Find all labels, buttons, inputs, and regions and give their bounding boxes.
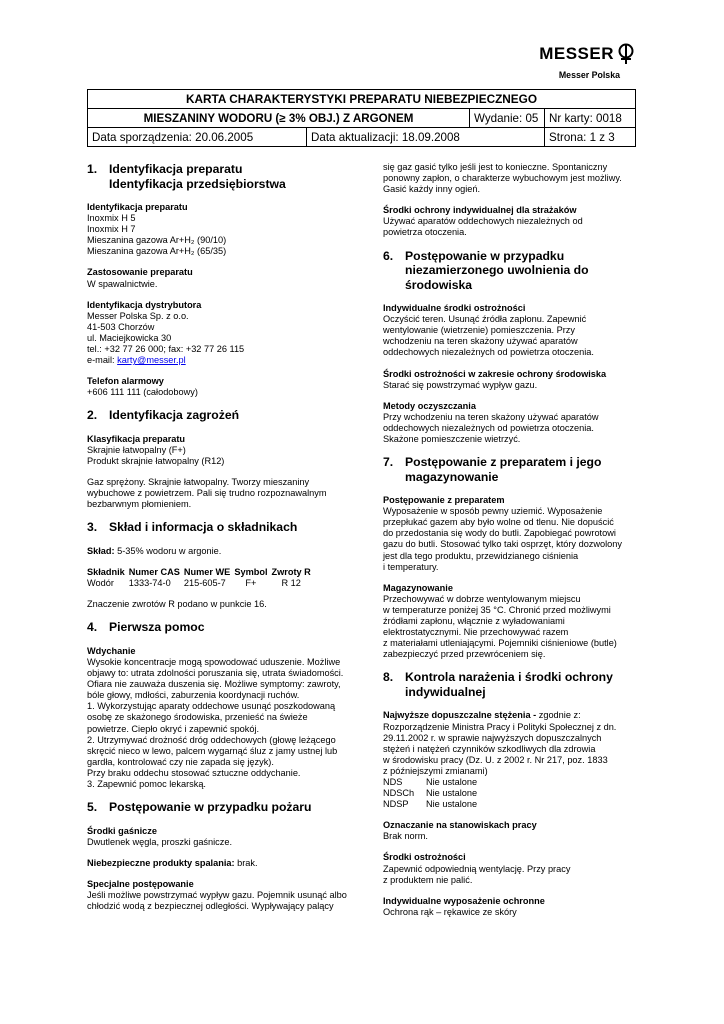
distributor-identification: Identyfikacja dystrybutora Messer Polska Sp. z o.o. 41-503 Chorzów ul. Maciejkowicka 30 tel.: +32 77 26 000; fax: +32 77 26 115 e-mail: karty@messer.pl	[87, 299, 245, 366]
extinguishing-media: Środki gaśnicze Dwutlenek węgla, proszki gaśnicze.	[87, 825, 233, 847]
product-identification: Identyfikacja preparatu Inoxmix H 5 Inoxmix H 7 Mieszanina gazowa Ar+H₂ (90/10) Mieszanina gazowa Ar+H₂ (65/35)	[87, 202, 227, 257]
personal-protective-equipment: Indywidualne wyposażenie ochronne Ochrona rąk – rękawice ze skóry	[383, 895, 545, 917]
workplace-marking: Oznaczanie na stanowiskach pracy Brak norm.	[383, 820, 537, 842]
firefighter-protection: Środki ochrony indywidualnej dla strażaków Używać aparatów oddechowych niezależnych od powietrza otoczenia.	[383, 205, 583, 238]
product-use: Zastosowanie preparatu W spawalnictwie.	[87, 267, 193, 289]
components-table	[87, 567, 315, 589]
hazard-classification: Klasyfikacja preparatu Skrajnie łatwopalny (F+) Produkt skrajnie łatwopalny (R12)	[87, 433, 225, 467]
r-phrases-note: Znaczenie zwrotów R podano w punkcie 16.	[87, 599, 267, 610]
limit-row: NDSCh Nie ustalone	[383, 788, 478, 799]
email-link[interactable]: karty@messer.pl	[117, 355, 186, 366]
first-aid-inhalation: Wdychanie Wysokie koncentracje mogą spowodować uduszenie. Możliwe objawy to: utrata zdolności poruszania się, utrata świadomości. Ofiara nie zauważa duszenia się. Możliwe symptomy: zawroty, bóle głowy, mdłości, zaburzenia koordynacji ruchów. 1. Wykorzystując aparaty oddechowe usunąć poszkodowaną osobę ze skażonego środowiska, przenieść na świeże powietrze. Ciepło okryć i zapewnić spokój. 2. Utrzymywać drożność dróg oddechowych (głowę leżącego skręcić nieco w lewo, palcem wygarnąć śluz z jamy ustnej lub gardła, kontrolować czy nie zapada się język). Przy braku oddechu stosować sztuczne oddychanie. 3. Zapewnić pomoc lekarską.	[87, 645, 344, 789]
section-6-heading: 6. Postępowanie w przypadku niezamierzonego uwolnienia do środowiska	[383, 248, 589, 292]
logo-subtitle: Messer Polska	[558, 70, 620, 80]
right-column	[383, 162, 641, 928]
section-5-heading: 5. Postępowanie w przypadku pożaru	[87, 800, 312, 815]
limit-row: NDSP Nie ustalone	[383, 799, 478, 810]
header-table	[87, 89, 636, 147]
product-name: MIESZANINY WODORU (≥ 3% OBJ.) Z ARGONEM	[88, 109, 470, 128]
document-title: KARTA CHARAKTERYSTYKI PREPARATU NIEBEZPIECZNEGO	[88, 90, 636, 109]
limit-row: NDS Nie ustalone	[383, 776, 478, 787]
table-row: Wodór 1333-74-0 215-605-7 F+ R 12	[87, 578, 301, 589]
special-procedures-continued: się gaz gasić tylko jeśli jest to konieczne. Spontaniczny ponowny zapłon, o charakterze wybuchowym jest możliwy. Gasić każdy inny ogień.	[383, 162, 622, 195]
page-number: Strona: 1 z 3	[545, 128, 636, 147]
hazard-description: Gaz sprężony. Skrajnie łatwopalny. Tworzy mieszaniny wybuchowe z powietrzem. Pali się trudno rozpoznawalnym bezbarwnym płomieniem.	[87, 477, 327, 510]
section-4-heading: 4. Pierwsza pomoc	[87, 620, 205, 635]
cleanup-methods: Metody oczyszczania Przy wchodzeniu na teren skażony używać aparatów oddechowych niezależnych od powietrza otoczenia. Skażone pomieszczenie wietrzyć.	[383, 400, 599, 444]
logo-wordmark: MESSER	[539, 44, 614, 63]
edition: Wydanie: 05	[470, 109, 545, 128]
environmental-precautions: Środki ostrożności w zakresie ochrony środowiska Starać się powstrzymać wypływ gazu.	[383, 368, 607, 390]
personal-precautions: Indywidualne środki ostrożności Oczyścić teren. Usunąć źródła zapłonu. Zapewnić wentylowanie (wietrzenie) pomieszczenia. Przy wchodzeniu na teren skażony używać aparatów oddechowych niezależnych od powietrza otoczenia.	[383, 303, 594, 358]
update-date: Data aktualizacji: 18.09.2008	[307, 128, 545, 147]
section-1-heading: 1. Identyfikacja preparatu Identyfikacja przedsiębiorstwa	[87, 162, 286, 191]
precautions: Środki ostrożności Zapewnić odpowiednią wentylację. Przy pracy z produktem nie palić.	[383, 852, 571, 885]
preparation-date: Data sporządzenia: 20.06.2005	[88, 128, 307, 147]
section-2-heading: 2. Identyfikacja zagrożeń	[87, 408, 240, 423]
card-number: Nr karty: 0018	[545, 109, 636, 128]
table-header-row: Składnik Numer CAS Numer WE Symbol Zwroty R	[87, 567, 311, 578]
composition: Skład: 5-35% wodoru w argonie.	[87, 545, 222, 556]
section-3-heading: 3. Skład i informacja o składnikach	[87, 520, 298, 535]
exposure-limits: Najwyższe dopuszczalne stężenia - zgodnie z: Rozporządzenie Ministra Pracy i Polityki Społecznej z dn. 29.11.2002 r. w sprawie najwyższych dopuszczalnych stężeń i natężeń czynników szkodliwych dla zdrowia w środowisku pracy (Dz. U. z 2002 r. Nr 217, poz. 1833 z późniejszymi zmianami) NDS Nie ustalone NDSCh Nie ustalone NDSP Nie ustalone	[383, 710, 641, 810]
handling: Postępowanie z preparatem Wyposażenie w sposób pewny uziemić. Wyposażenie przepłukać gazem aby było wolne od tlenu. Nie dopuścić do przedostania się wody do butli. Zapobiegać powrotowi gazu do butli. Stosować tylko taki osprzęt, który dozwolony jest dla tego produktu, przewidzianego ciśnienia i temperatury.	[383, 495, 622, 572]
emergency-phone: Telefon alarmowy +606 111 111 (całodobowy)	[87, 376, 198, 398]
section-7-heading: 7. Postępowanie z preparatem i jego magazynowanie	[383, 455, 602, 484]
combustion-products: Niebezpieczne produkty spalania: brak.	[87, 857, 258, 868]
storage: Magazynowanie Przechowywać w dobrze wentylowanym miejscu w temperaturze poniżej 35 °C. Chronić przed możliwymi źródłami zapłonu, włącznie z wyładowaniami elektrostatycznymi. Nie przechowywać razem z materiałami utleniającymi. Pojemniki ciśnieniowe (butle) zabezpieczyć przed przewróceniem się.	[383, 582, 617, 660]
messer-emblem-icon	[616, 43, 636, 65]
special-procedures: Specjalne postępowanie Jeśli możliwe powstrzymać wypływ gazu. Pojemnik usunąć albo chłodzić wodą z bezpiecznej odległości. Wypływający palący	[87, 878, 347, 912]
left-column	[87, 162, 369, 922]
messer-logo	[539, 43, 636, 65]
section-8-heading: 8. Kontrola narażenia i środki ochrony indywidualnej	[383, 670, 613, 699]
